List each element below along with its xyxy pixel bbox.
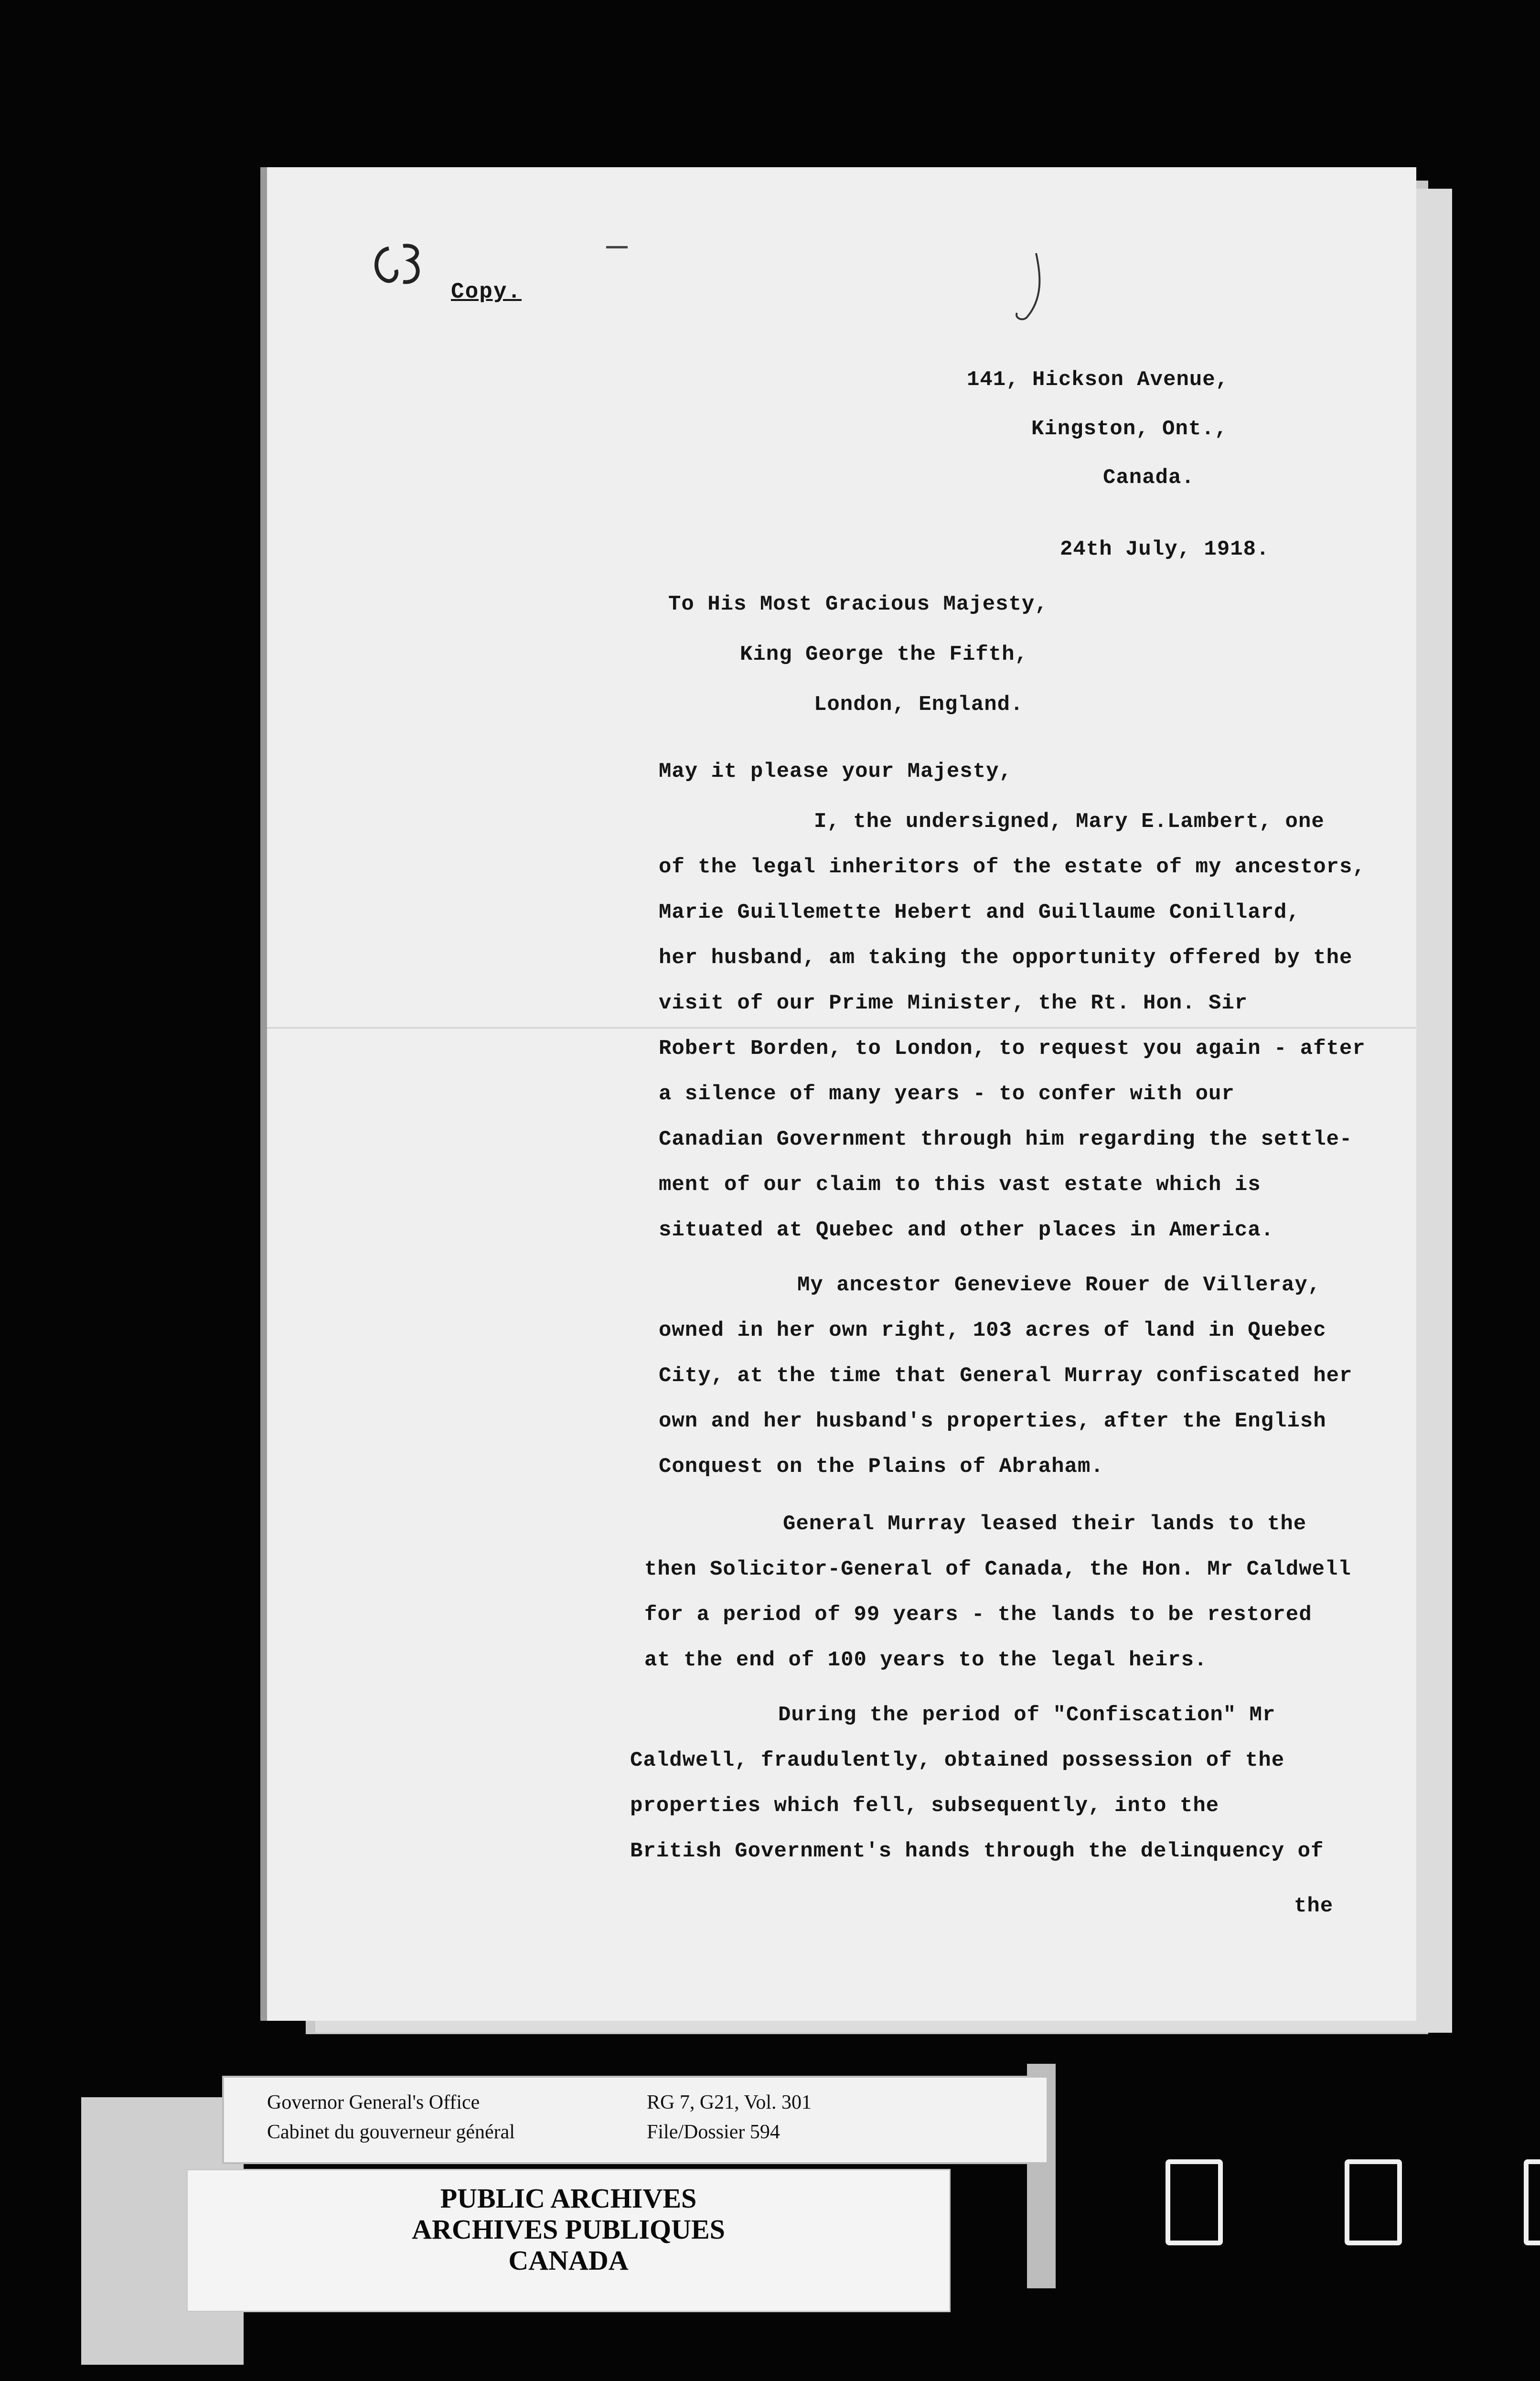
body-line: General Murray leased their lands to the — [783, 1512, 1307, 1536]
address-line: Kingston, Ont., — [1031, 417, 1228, 441]
stamp-line: PUBLIC ARCHIVES — [440, 2183, 697, 2214]
salutation: May it please your Majesty, — [659, 760, 1012, 783]
stamp-line: CANADA — [508, 2245, 629, 2276]
address-line: 141, Hickson Avenue, — [967, 368, 1229, 392]
letter-page — [260, 167, 1416, 2021]
body-line: British Government's hands through the delinquency of — [630, 1839, 1324, 1863]
body-line: own and her husband's properties, after the English — [659, 1409, 1326, 1433]
body-line: Marie Guillemette Hebert and Guillaume Conillard, — [659, 901, 1300, 924]
microfilm-frame-counter — [1166, 2159, 1540, 2265]
office-french: Cabinet du gouverneur général — [267, 2121, 515, 2143]
recipient-line: To His Most Gracious Majesty, — [668, 592, 1048, 616]
stamp-line: ARCHIVES PUBLIQUES — [412, 2214, 725, 2245]
body-line: for a period of 99 years - the lands to be restored — [644, 1603, 1312, 1627]
pencil-dash — [606, 246, 628, 248]
record-group-reference: RG 7, G21, Vol. 301 — [647, 2091, 812, 2113]
recipient-line: King George the Fifth, — [740, 643, 1028, 666]
body-line: Conquest on the Plains of Abraham. — [659, 1455, 1104, 1479]
letter-date: 24th July, 1918. — [1060, 537, 1270, 561]
pen-mark-icon — [1007, 251, 1050, 322]
frame-digit-icon — [1166, 2159, 1223, 2245]
body-line: a silence of many years - to confer with our — [659, 1082, 1235, 1106]
office-english: Governor General's Office — [267, 2091, 480, 2113]
body-line: During the period of "Confiscation" Mr — [778, 1703, 1276, 1727]
body-line: City, at the time that General Murray confiscated her — [659, 1364, 1353, 1388]
page-fold — [267, 1027, 1416, 1029]
body-line: Canadian Government through him regarding the settle- — [659, 1127, 1353, 1151]
catchword: the — [1294, 1894, 1334, 1918]
body-line: My ancestor Genevieve Rouer de Villeray, — [797, 1273, 1321, 1297]
archive-reference-label — [222, 2076, 1048, 2164]
body-line: visit of our Prime Minister, the Rt. Hon. Sir — [659, 991, 1248, 1015]
body-line: owned in her own right, 103 acres of land in Quebec — [659, 1319, 1326, 1342]
handwritten-mark-icon — [370, 239, 427, 291]
body-line: of the legal inheritors of the estate of my ancestors, — [659, 855, 1366, 879]
body-line: her husband, am taking the opportunity offered by the — [659, 946, 1353, 970]
body-line: ment of our claim to this vast estate which is — [659, 1173, 1261, 1197]
file-number: File/Dossier 594 — [647, 2121, 780, 2143]
recipient-line: London, England. — [814, 693, 1024, 717]
public-archives-stamp — [186, 2169, 951, 2312]
body-line: Robert Borden, to London, to request you again - after — [659, 1037, 1366, 1061]
body-line: I, the undersigned, Mary E.Lambert, one — [814, 810, 1325, 834]
frame-digit-icon — [1524, 2159, 1540, 2245]
address-line: Canada. — [1103, 466, 1195, 490]
frame-digit-icon — [1345, 2159, 1402, 2245]
body-line: at the end of 100 years to the legal heirs. — [644, 1648, 1208, 1672]
copy-heading: Copy. — [451, 279, 522, 304]
body-line: then Solicitor-General of Canada, the Hon. Mr Caldwell — [644, 1557, 1351, 1581]
body-line: Caldwell, fraudulently, obtained possession of the — [630, 1748, 1285, 1772]
body-line: properties which fell, subsequently, into the — [630, 1794, 1219, 1818]
body-line: situated at Quebec and other places in America. — [659, 1218, 1274, 1242]
